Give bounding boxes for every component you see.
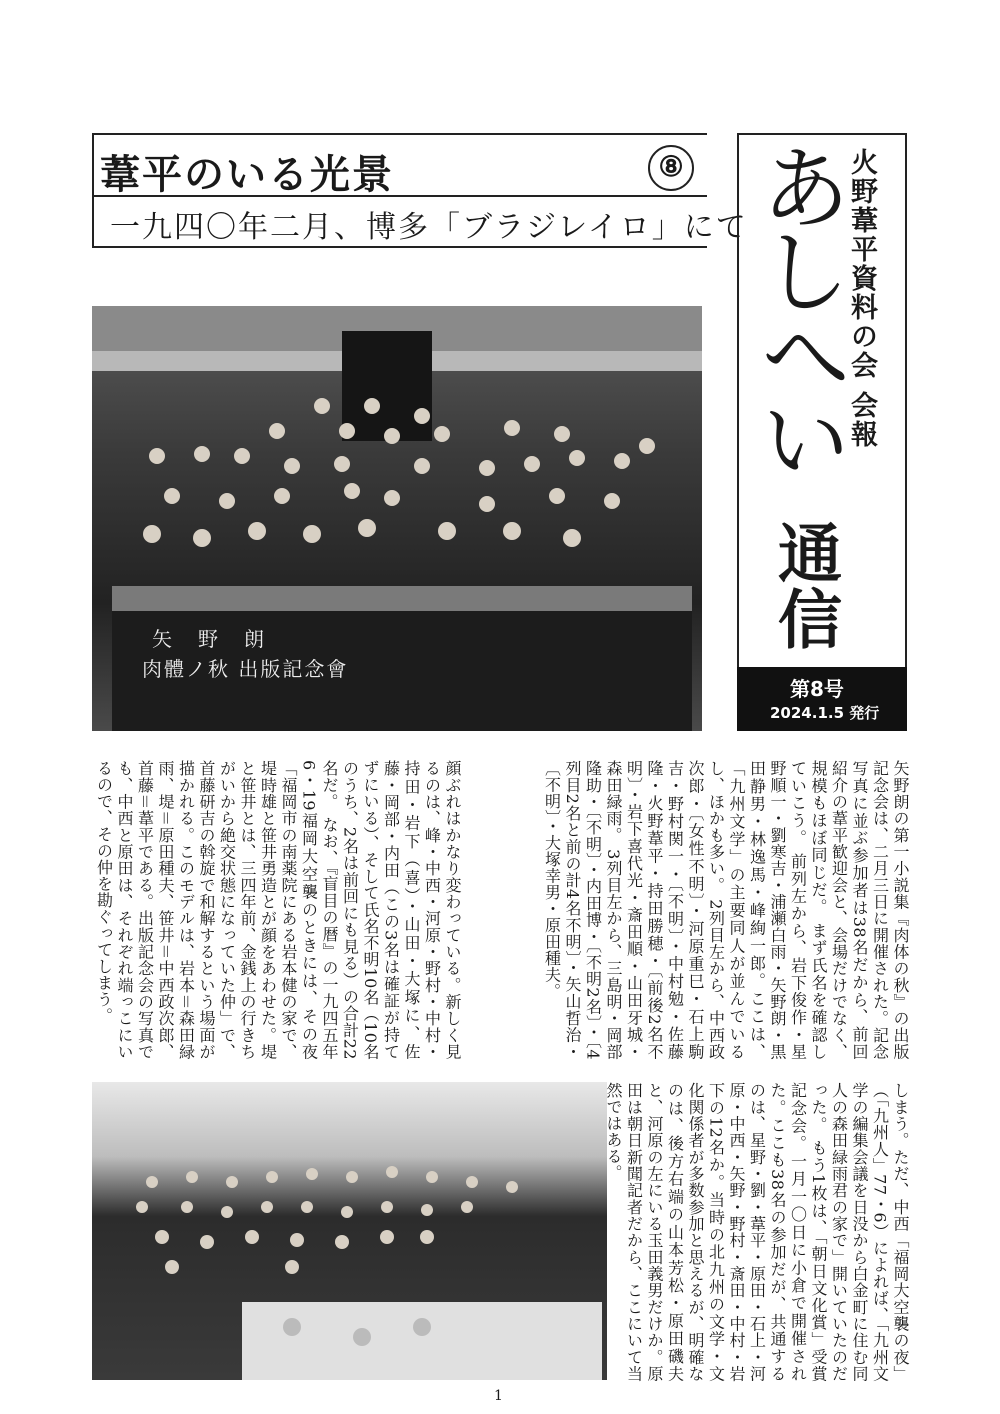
masthead-logo: あしへい bbox=[745, 140, 852, 476]
group-photo-2-image bbox=[92, 1082, 607, 1380]
issue-number: 第8号 bbox=[790, 677, 844, 701]
group-photo-1 bbox=[92, 306, 702, 731]
masthead-organization: 火野葦平資料の会 会報 bbox=[846, 148, 877, 450]
photo1-caption-name: 矢野朗 bbox=[152, 627, 290, 651]
series-title: 葦平のいる光景 bbox=[100, 151, 394, 198]
photo1-caption-event: 肉體ノ秋 出版記念會 bbox=[142, 657, 349, 681]
page-number: 1 bbox=[494, 1388, 503, 1404]
header-divider bbox=[92, 195, 707, 197]
series-number: ⑧ bbox=[648, 145, 694, 191]
masthead-title: 通信 bbox=[767, 520, 842, 652]
article-column-2: 顔ぶれはかなり変わっている。新しく見るのは、峰・中西・河原・野村・中村・持田・岩下（喜）・山田・大塚に、佐藤・岡部・内田（この3名は確証が持てずにいる）、そして氏名不明10名（10名のうち、2名は前回にも見る）の合計22名だ。 なお、『盲目の暦』の一九四五年6・19福岡大空襲のときには、その夜「福岡市の南薬院にある岩本健の家で、堤時雄と笹井勇造とが顔をあわせた。堤と笹井とは、三四年前、金銭上の行きちがいから絶交状態になっていた仲」で、首藤研吉の斡旋で和解するという場面が描かれる。このモデルは、岩本＝森田緑雨、堤＝原田種夫、笹井＝中西政次郎、首藤＝葦平である。出版記念会の写真でも、中西と原田は、それぞれ端っこにいるので、その仲を勘ぐってしまう。 bbox=[94, 760, 462, 1060]
article-column-3: しまう。ただ、中西「福岡大空襲の夜」（「九州人」77・6）によれば、「九州文学の編集会議を日没から白金町に住む同人の森田緑雨君の家で」開いていたのだった。 もう1枚は、「朝日文化賞」受賞記念会。一月一〇日に小倉で開催された。ここも38名の参加だが、共通するのは、星野・劉・葦平・原田・石上・河原・中西・矢野・野村・斎田・中村・岩下の12名か。当時の北九州の文学・文化関係者が多数参加と思えるが、明確なのは、後方右端の山本芳松・原田磯夫と、河原の左にいる玉田義男だけか。原田は朝日新聞記者だから、ここにいて当然ではある。 bbox=[604, 1082, 910, 1382]
group-photo-2 bbox=[92, 1082, 607, 1380]
issue-date: 2024.1.5 発行 bbox=[770, 704, 880, 722]
article-column-1: 矢野朗の第一小説集『肉体の秋』の出版記念会は、二月三日に開催された。記念写真に並ぶ参加者は38名だから、前回紹介の葦平歓迎会と、会場だけでなく、規模もほぼ同じだ。 まず氏名を確認していこう。 前列左から、岩下俊作・星野順一・劉寒吉・浦瀬白雨・矢野朗・黒田静男・林逸馬・峰絢一郎。ここは、「九州文学」の主要同人が並んでいるし、ほかも多い。 2列目左から、中西政次郎・〔女性不明〕・河原重巳・石上駒吉・野村関一・〔不明〕・中村勉・佐藤隆・火野葦平・持田勝穂・〔前後2名不明〕・岩下喜代光・斎田順・山田牙城・森田緑雨。 3列目左から、三島明・岡部隆助・〔不明〕・内田博・〔不明2名〕・〔4列目2名と前の計4名不明〕・矢山哲治・〔不明〕・大塚幸男・原田種夫。 bbox=[542, 760, 910, 1060]
group-photo-1-image bbox=[92, 306, 702, 731]
series-subtitle: 一九四〇年二月、博多「ブラジレイロ」にて bbox=[110, 210, 748, 245]
